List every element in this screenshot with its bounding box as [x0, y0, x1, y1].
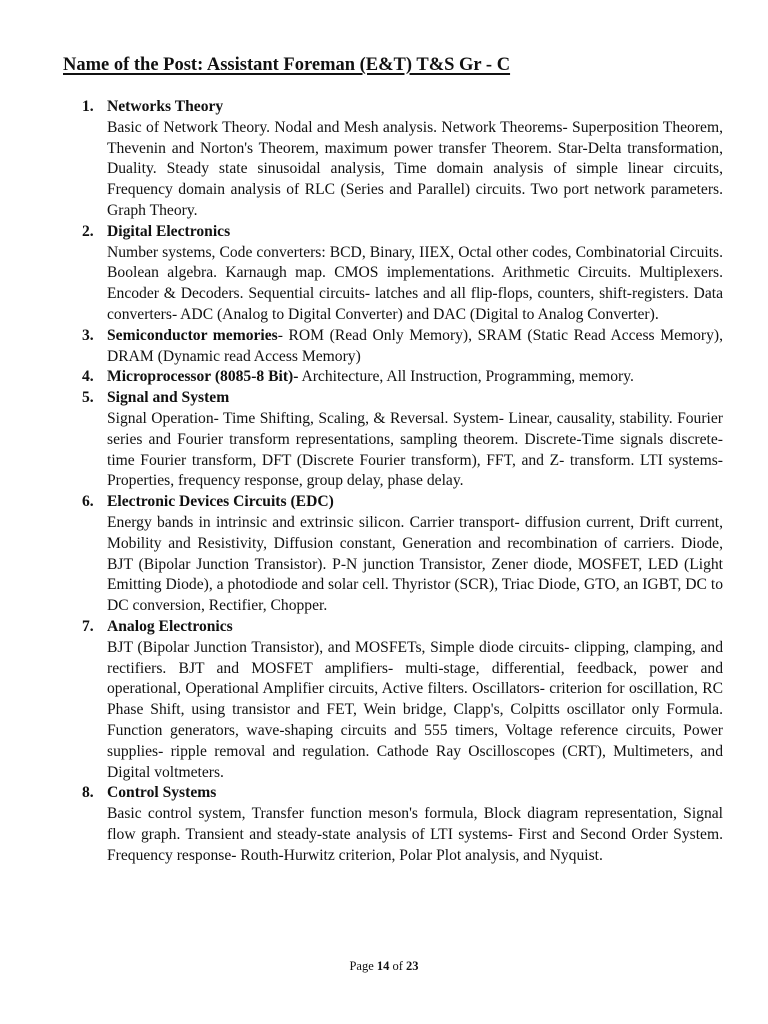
topic-item	[82, 492, 723, 617]
topic-body	[107, 388, 723, 492]
topic-item	[82, 388, 723, 492]
topic-description: Basic control system, Transfer function meson's formula, Block diagram representation, Signal flow graph. Transient and steady-state analysis of LTI systems- First and Second Order System. Frequency response- Routh-Hurwitz criterion, Polar Plot analysis, and Nyquist.	[107, 805, 723, 864]
page-current: 14	[376, 959, 390, 973]
topic-inline-text: - ROM (Read Only Memory), SRAM (Static Read Access Memory), DRAM (Dynamic read Access Memory)	[107, 326, 723, 365]
topic-item	[82, 222, 723, 326]
topic-title: Signal and System	[107, 389, 230, 407]
page-title: Name of the Post: Assistant Foreman (E&T) T&S Gr - C	[63, 55, 511, 75]
topic-body	[107, 367, 723, 388]
topic-number: 2.	[82, 222, 94, 240]
page-footer	[0, 958, 768, 974]
topic-heading-line	[107, 492, 723, 513]
topic-number: 4.	[82, 368, 94, 386]
topic-body	[107, 617, 723, 783]
topic-heading-line	[107, 388, 723, 409]
topic-item	[82, 97, 723, 222]
topic-heading-line	[107, 617, 723, 638]
topic-number: 8.	[82, 784, 94, 802]
topic-body	[107, 326, 723, 368]
topic-description: Energy bands in intrinsic and extrinsic silicon. Carrier transport- diffusion current, Drift current, Mobility and Resistivity, Diffusion constant, Generation and recombination of carriers. Diode, BJT (Bipolar Junction Transistor). P-N junction Transistor, Zener diode, MOSFET, LED (Light Emitting Diode), a photodiode and solar cell. Thyristor (SCR), Triac Diode, GTO, an IGBT, DC to DC conversion, Rectifier, Chopper.	[107, 513, 723, 615]
topic-title: Control Systems	[107, 784, 217, 802]
topic-item	[82, 326, 723, 368]
topic-description: Signal Operation- Time Shifting, Scaling, & Reversal. System- Linear, causality, stability. Fourier series and Fourier transform representations, sampling theorem. Discrete-Time signals discrete-time Fourier transform, DFT (Discrete Fourier transform), FFT, and Z- transform. LTI systems- Properties, frequency response, group delay, phase delay.	[107, 409, 723, 490]
topic-number: 7.	[82, 617, 94, 635]
topic-heading-line	[107, 367, 723, 388]
topic-list	[82, 97, 723, 866]
topic-item	[82, 783, 723, 866]
topic-body	[107, 222, 723, 326]
topic-number: 6.	[82, 493, 94, 511]
page-total: 23	[406, 959, 419, 973]
topic-heading-line	[107, 97, 723, 118]
topic-title: Analog Electronics	[107, 617, 233, 635]
topic-description: Basic of Network Theory. Nodal and Mesh analysis. Network Theorems- Superposition Theorem, Thevenin and Norton's Theorem, maximum power transfer Theorem. Star-Delta transformation, Duality. Steady state sinusoidal analysis, Time domain analysis of simple linear circuits, Frequency domain analysis of RLC (Series and Parallel) circuits. Two port network parameters. Graph Theory.	[107, 118, 723, 219]
topic-number: 1.	[82, 98, 94, 115]
page-of-label: of	[392, 959, 403, 973]
topic-item	[82, 367, 723, 388]
topic-heading-line	[107, 326, 723, 368]
topic-title: Semiconductor memories	[107, 326, 278, 344]
topic-title: Digital Electronics	[107, 222, 231, 240]
topic-inline-text: Architecture, All Instruction, Programming, memory.	[298, 368, 634, 386]
topic-title: Electronic Devices Circuits (EDC)	[107, 493, 334, 511]
topic-description: Number systems, Code converters: BCD, Binary, IIEX, Octal other codes, Combinatorial Circuits. Boolean algebra. Karnaugh map. CMOS implementations. Arithmetic Circuits. Multiplexers. Encoder & Decoders. Sequential circuits- latches and all flip-flops, counters, shift-registers. Data converters- ADC (Analog to Digital Converter) and DAC (Digital to Analog Converter).	[107, 243, 723, 323]
topic-number: 3.	[82, 326, 94, 344]
topic-heading-line	[107, 783, 723, 804]
topic-heading-line	[107, 222, 723, 243]
topic-item	[82, 617, 723, 783]
topic-number: 5.	[82, 389, 94, 407]
topic-body	[107, 492, 723, 617]
topic-title: Microprocessor (8085-8 Bit)-	[107, 368, 299, 386]
topic-title: Networks Theory	[107, 98, 224, 115]
topic-body	[107, 783, 723, 866]
topic-description: BJT (Bipolar Junction Transistor), and MOSFETs, Simple diode circuits- clipping, clamping, and rectifiers. BJT and MOSFET amplifiers- multi-stage, differential, feedback, power and operational, Operational Amplifier circuits, Active filters. Oscillators- criterion for oscillation, RC Phase Shift, using transistor and FET, Wein bridge, Clapp's, Colpitts oscillator only Formula. Function generators, wave-shaping circuits and 555 timers, Voltage reference circuits, Power supplies- ripple removal and regulation. Cathode Ray Oscilloscopes (CRT), Multimeters, and Digital voltmeters.	[107, 638, 723, 781]
page-label: Page	[349, 959, 374, 973]
topic-body	[107, 97, 723, 222]
